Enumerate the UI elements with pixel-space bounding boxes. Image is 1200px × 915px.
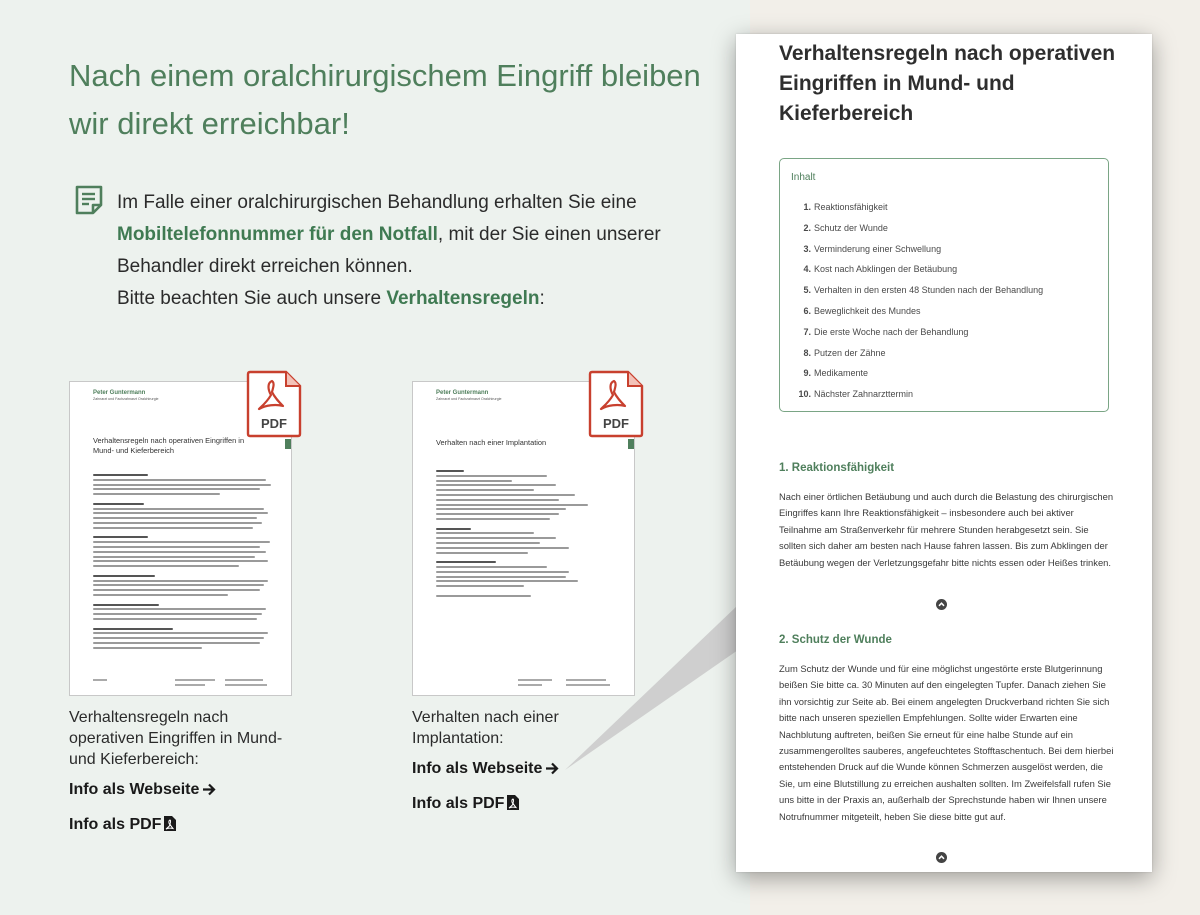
- toc-item-number: 4.: [803, 264, 811, 275]
- thumb-text-line: [436, 561, 496, 563]
- thumb-text-line: [93, 508, 264, 510]
- thumb-text-line: [436, 480, 512, 482]
- toc-item-label: Beweglichkeit des Mundes: [814, 305, 921, 316]
- pdf-file-icon: [588, 370, 644, 438]
- thumb-text-line: [436, 576, 566, 578]
- toc-item-label: Reaktionsfähigkeit: [814, 202, 888, 212]
- arrow-right-icon: [202, 783, 216, 796]
- toc-item[interactable]: [795, 384, 1043, 405]
- thumb-text-line: [93, 604, 159, 606]
- thumb-text-line: [436, 532, 534, 534]
- thumb-text-line: [436, 484, 556, 486]
- thumb-text-line: [93, 479, 266, 481]
- toc-item-label: Verminderung einer Schwellung: [814, 243, 942, 254]
- note-icon: [73, 184, 105, 216]
- info-pdf-link-2[interactable]: [412, 795, 519, 813]
- thumb-text-lines: [93, 474, 275, 651]
- thumb-text-line: [436, 504, 588, 506]
- emergency-number-link[interactable]: Mobiltelefonnummer für den Notfall: [117, 224, 438, 245]
- thumb-text-line: [436, 499, 559, 501]
- thumb-text-line: [93, 546, 260, 548]
- pdf-badge-label: PDF: [261, 416, 287, 431]
- thumb-text-line: [436, 580, 578, 582]
- webpage-preview-panel: [736, 34, 1152, 872]
- thumb-text-line: [93, 570, 111, 572]
- thumb-text-line: [93, 517, 257, 519]
- thumb-text-line: [93, 484, 271, 486]
- toc-heading: Inhalt: [791, 172, 816, 183]
- thumb-text-line: [436, 528, 471, 530]
- toc-item[interactable]: [795, 280, 1043, 301]
- thumb-text-lines: [436, 470, 594, 600]
- thumb-text-line: [93, 589, 260, 591]
- thumb-text-line: [93, 527, 253, 529]
- info-pdf-link-1[interactable]: [69, 816, 176, 834]
- intro-part-1: Im Falle einer oralchirurgischen Behandlung erhalten Sie eine: [117, 192, 637, 213]
- intro-part-3: Bitte beachten Sie auch unsere: [117, 288, 387, 309]
- toc-item-number: 3.: [803, 243, 811, 254]
- toc-item[interactable]: [795, 343, 1043, 364]
- thumb-author: Peter Guntermann: [436, 390, 489, 396]
- page-headline: Nach einem oralchirurgischem Eingriff bleiben wir direkt erreichbar!: [69, 58, 701, 141]
- thumb-accent-mark: [285, 439, 291, 449]
- thumb-text-line: [436, 475, 547, 477]
- thumb-text-line: [93, 623, 111, 625]
- thumb-text-line: [436, 537, 556, 539]
- thumb-text-line: [436, 566, 547, 568]
- table-of-contents: [779, 158, 1109, 412]
- link-label: Info als Webseite: [69, 781, 200, 798]
- section-text-1: Nach einer örtlichen Betäubung und auch durch die Belastung des chirurgischen Eingriffes kann Ihre Reaktionsfähigkeit – insbesondere auch bei aktiver Teilnahme am Straßenverkehr für mehrere Stunden herabgesetzt sein. Sie sollten sich daher am besten nach Hause fahren lassen. Bis zum Abklingen der Betäubung wegen der Verletzungsgefahr bitte nichts essen oder Heißes trinken.: [779, 491, 1114, 568]
- toc-item-label: Kost nach Abklingen der Betäubung: [814, 264, 958, 275]
- toc-item-number: 6.: [803, 305, 811, 316]
- toc-item-label: Die erste Woche nach der Behandlung: [814, 326, 969, 337]
- toc-item-label: Medikamente: [814, 368, 869, 379]
- thumb-text-line: [436, 556, 452, 558]
- scroll-to-top-icon[interactable]: [936, 599, 947, 610]
- toc-item-label: Schutz der Wunde: [814, 222, 888, 233]
- info-webpage-link-2[interactable]: [412, 760, 559, 778]
- toc-item-number: 5.: [803, 285, 811, 296]
- thumb-text-line: [436, 518, 550, 520]
- thumb-text-line: [93, 565, 239, 567]
- section-heading-1: 1. Reaktionsfähigkeit: [779, 462, 895, 474]
- thumb-text-line: [93, 498, 111, 500]
- thumb-subtitle: Zahnarzt und Fachzahnarzt Oralchirurgie: [436, 397, 502, 401]
- thumb-text-line: [436, 590, 452, 592]
- toc-item-number: 7.: [803, 326, 811, 337]
- thumb-text-line: [93, 556, 255, 558]
- thumb-text-line: [93, 637, 264, 639]
- toc-item[interactable]: [795, 239, 1043, 260]
- intro-text: [117, 187, 717, 315]
- thumb-text-line: [93, 647, 202, 649]
- thumb-text-line: [436, 542, 540, 544]
- panel-title: Verhaltensregeln nach operativen Eingriffen in Mund- und Kieferbereich: [779, 42, 1116, 125]
- scroll-to-top-icon[interactable]: [936, 852, 947, 863]
- thumb-text-line: [93, 551, 266, 553]
- thumb-text-line: [436, 494, 575, 496]
- info-webpage-link-1[interactable]: [69, 781, 216, 799]
- thumb-text-line: [436, 470, 464, 472]
- pdf-icon: [164, 816, 176, 831]
- thumb-text-line: [93, 628, 173, 630]
- thumb-text-line: [93, 575, 155, 577]
- thumb-text-line: [93, 522, 262, 524]
- document-caption-1: Verhaltensregeln nach operativen Eingriffen in Mund- und Kieferbereich:: [69, 709, 283, 768]
- toc-item[interactable]: [795, 259, 1043, 280]
- thumb-text-line: [93, 493, 220, 495]
- thumb-title: Verhalten nach einer Implantation: [436, 438, 547, 447]
- pdf-file-icon: [246, 370, 302, 438]
- thumb-text-line: [93, 512, 268, 514]
- thumb-text-line: [93, 503, 144, 505]
- thumb-text-line: [436, 508, 566, 510]
- thumb-text-line: [436, 489, 534, 491]
- thumb-text-line: [93, 618, 257, 620]
- thumb-text-line: [93, 642, 260, 644]
- thumb-text-line: [93, 599, 111, 601]
- thumb-text-line: [93, 474, 148, 476]
- thumb-text-line: [93, 536, 148, 538]
- thumb-text-line: [436, 523, 452, 525]
- thumb-text-line: [436, 513, 559, 515]
- thumb-text-line: [436, 571, 569, 573]
- thumb-text-line: [93, 580, 268, 582]
- toc-item-number: 2.: [803, 222, 811, 233]
- toc-item[interactable]: [795, 363, 1043, 384]
- thumb-accent-mark: [628, 439, 634, 449]
- document-caption-2: Verhalten nach einer Implantation:: [412, 709, 559, 747]
- section-text-2: Zum Schutz der Wunde und für eine möglichst ungestörte erste Blutgerinnung beißen Sie bitte ca. 30 Minuten auf den eingelegten Tupfer. Danach ziehen Sie ihn vorsichtig zur Seite ab. Bei einem angelegten Druckverband richten Sie sich bitte nach unseren speziellen Empfehlungen. Sollte wider Erwarten eine Nachblutung auftreten, beißen Sie erneut für eine halbe Stunde auf ein zusammengerolltes sauberes, angefeuchtetes Stofftaschentuch. Bei dem hierbei entstehenden Druck auf die Wunde können Schmerzen ausgelöst werden, die Sie, um eine Blutstillung zu erreichen aushalten sollten. Im Zweifelsfall rufen Sie uns bitte in der Praxis an, außerhalb der Sprechstunde haben wir Ihnen unsere Notrufnummer mitgeteilt, heben Sie diese bitte gut auf.: [779, 663, 1114, 822]
- thumb-text-line: [93, 488, 260, 490]
- toc-item-number: 9.: [803, 368, 811, 379]
- thumb-text-line: [93, 608, 266, 610]
- behavior-rules-link[interactable]: Verhaltensregeln: [386, 288, 540, 309]
- thumb-author: Peter Guntermann: [93, 390, 146, 396]
- thumb-text-line: [93, 613, 262, 615]
- arrow-right-icon: [545, 762, 559, 775]
- link-label: Info als PDF: [69, 816, 162, 833]
- thumb-text-line: [436, 585, 524, 587]
- thumb-title: Verhaltensregeln nach operativen Eingriffen in Mund- und Kieferbereich: [93, 436, 245, 455]
- pdf-badge-label: PDF: [603, 416, 629, 431]
- thumb-text-line: [93, 560, 268, 562]
- toc-item-label: Verhalten in den ersten 48 Stunden nach der Behandlung: [814, 285, 1044, 296]
- toc-item[interactable]: [795, 218, 1043, 239]
- toc-item-label: Putzen der Zähne: [814, 347, 886, 358]
- thumb-text-line: [93, 541, 270, 543]
- section-heading-2: 2. Schutz der Wunde: [779, 634, 892, 646]
- thumb-text-line: [93, 632, 268, 634]
- toc-item-number: 10.: [798, 389, 811, 400]
- toc-list: [795, 197, 1043, 405]
- toc-item[interactable]: [795, 197, 1043, 218]
- thumb-subtitle: Zahnarzt und Fachzahnarzt Oralchirurgie: [93, 397, 159, 401]
- thumb-text-line: [93, 584, 264, 586]
- thumb-text-line: [436, 552, 528, 554]
- toc-item[interactable]: [795, 301, 1043, 322]
- thumb-footer: [93, 679, 275, 689]
- toc-item-label: Nächster Zahnarzttermin: [814, 389, 914, 400]
- toc-item-number: 1.: [803, 202, 811, 212]
- intro-part-4: :: [539, 288, 545, 309]
- thumb-text-line: [436, 547, 569, 549]
- thumb-text-line: [93, 594, 228, 596]
- intro-part-2: , mit der Sie einen unserer Behandler direkt erreichen können.: [117, 224, 661, 277]
- link-label: Info als Webseite: [412, 760, 543, 777]
- thumb-text-line: [436, 595, 531, 597]
- toc-item[interactable]: [795, 322, 1043, 343]
- thumb-text-line: [93, 532, 111, 534]
- pdf-icon: [507, 795, 519, 810]
- link-label: Info als PDF: [412, 795, 505, 812]
- thumb-footer: [436, 679, 618, 689]
- toc-item-number: 8.: [803, 347, 811, 358]
